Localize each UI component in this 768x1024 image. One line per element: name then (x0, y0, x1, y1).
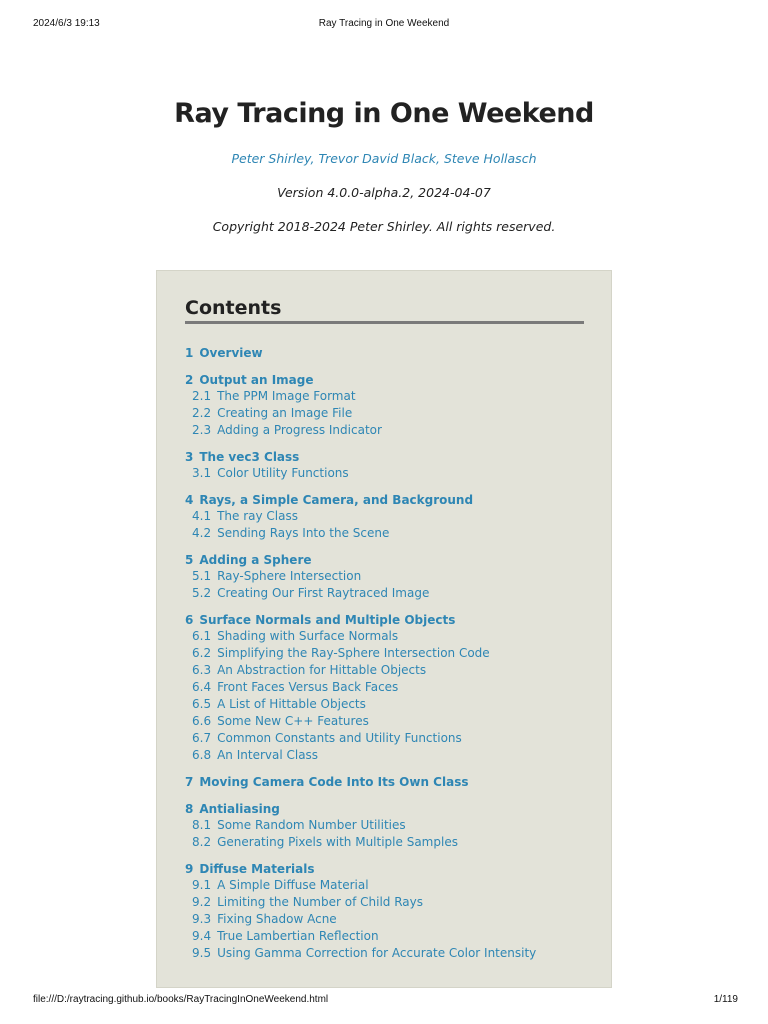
toc-section-link[interactable] (185, 568, 595, 585)
toc-chapter-number: 9 (185, 862, 194, 876)
toc-chapter-number: 2 (185, 373, 194, 387)
toc-section-link[interactable] (185, 730, 595, 747)
toc-section-title: Common Constants and Utility Functions (217, 731, 462, 745)
toc-section-number: 2.3 (192, 423, 212, 437)
toc-section-link[interactable] (185, 628, 595, 645)
toc-section-title: Creating an Image File (217, 406, 353, 420)
toc-section-number: 3.1 (192, 466, 212, 480)
toc-section-number: 4.2 (192, 526, 212, 540)
version-line: Version 4.0.0-alpha.2, 2024-04-07 (277, 185, 491, 200)
toc-section-title: Color Utility Functions (217, 466, 349, 480)
toc-section-title: A Simple Diffuse Material (217, 878, 369, 892)
toc-section-number: 6.4 (192, 680, 212, 694)
toc-section-title: Some New C++ Features (217, 714, 369, 728)
author-link-black[interactable]: Trevor David Black (318, 151, 436, 166)
document-title: Ray Tracing in One Weekend (174, 98, 594, 129)
toc-chapter-link[interactable] (185, 553, 595, 568)
toc-chapter-title: Adding a Sphere (199, 553, 312, 567)
toc-list (185, 346, 595, 973)
toc-section-number: 6.3 (192, 663, 212, 677)
toc-section-title: Ray-Sphere Intersection (217, 569, 362, 583)
toc-section-number: 2.2 (192, 406, 212, 420)
copyright-line: Copyright 2018-2024 Peter Shirley. All rights reserved. (212, 219, 556, 234)
author-separator: , (310, 151, 319, 166)
print-footer (0, 994, 768, 1008)
toc-chapter-number: 5 (185, 553, 194, 567)
toc-chapter-group (185, 802, 595, 851)
author-link-hollasch[interactable]: Steve Hollasch (443, 151, 537, 166)
print-page-number: 1/119 (713, 994, 738, 1005)
toc-section-link[interactable] (185, 662, 595, 679)
toc-section-link[interactable] (185, 405, 595, 422)
toc-section-link[interactable] (185, 877, 595, 894)
toc-chapter-group (185, 493, 595, 542)
toc-section-number: 6.2 (192, 646, 212, 660)
toc-chapter-title: Antialiasing (199, 802, 280, 816)
toc-chapter-title: Moving Camera Code Into Its Own Class (199, 775, 469, 789)
toc-section-title: Sending Rays Into the Scene (217, 526, 390, 540)
toc-section-link[interactable] (185, 585, 595, 602)
toc-section-title: Simplifying the Ray-Sphere Intersection Code (217, 646, 490, 660)
toc-section-link[interactable] (185, 817, 595, 834)
toc-section-link[interactable] (185, 388, 595, 405)
toc-section-link[interactable] (185, 679, 595, 696)
toc-section-link[interactable] (185, 834, 595, 851)
toc-chapter-number: 8 (185, 802, 194, 816)
toc-chapter-link[interactable] (185, 862, 595, 877)
toc-section-title: Fixing Shadow Acne (217, 912, 337, 926)
toc-section-title: True Lambertian Reflection (217, 929, 379, 943)
toc-section-link[interactable] (185, 645, 595, 662)
toc-divider (185, 321, 584, 324)
toc-section-number: 4.1 (192, 509, 212, 523)
toc-chapter-title: Rays, a Simple Camera, and Background (199, 493, 474, 507)
toc-chapter-link[interactable] (185, 802, 595, 817)
toc-chapter-title: Diffuse Materials (199, 862, 315, 876)
toc-section-number: 5.2 (192, 586, 212, 600)
toc-chapter-number: 1 (185, 346, 194, 360)
toc-section-title: Shading with Surface Normals (217, 629, 399, 643)
toc-chapter-number: 7 (185, 775, 194, 789)
toc-chapter-group (185, 613, 595, 764)
toc-chapter-title: Overview (199, 346, 263, 360)
print-file-url: file:///D:/raytracing.github.io/books/RayTracingInOneWeekend.html (33, 994, 329, 1005)
toc-section-number: 9.3 (192, 912, 212, 926)
print-page-title: Ray Tracing in One Weekend (318, 18, 450, 29)
toc-section-title: Limiting the Number of Child Rays (217, 895, 423, 909)
toc-chapter-link[interactable] (185, 613, 595, 628)
toc-section-number: 6.5 (192, 697, 212, 711)
toc-section-title: An Abstraction for Hittable Objects (217, 663, 427, 677)
toc-section-number: 9.2 (192, 895, 212, 909)
toc-chapter-link[interactable] (185, 450, 595, 465)
author-separator: , (435, 151, 444, 166)
print-datetime: 2024/6/3 19:13 (33, 18, 100, 29)
toc-section-number: 9.1 (192, 878, 212, 892)
author-list (0, 151, 768, 166)
toc-chapter-group (185, 862, 595, 962)
toc-chapter-title: Output an Image (199, 373, 314, 387)
toc-chapter-number: 3 (185, 450, 194, 464)
toc-chapter-group (185, 775, 595, 790)
toc-section-title: Front Faces Versus Back Faces (217, 680, 399, 694)
toc-section-number: 9.4 (192, 929, 212, 943)
toc-heading: Contents (185, 297, 282, 319)
toc-chapter-link[interactable] (185, 493, 595, 508)
toc-chapter-link[interactable] (185, 373, 595, 388)
print-header (0, 18, 768, 32)
toc-section-number: 6.8 (192, 748, 212, 762)
toc-section-link[interactable] (185, 945, 595, 962)
toc-section-title: Creating Our First Raytraced Image (217, 586, 430, 600)
toc-section-title: The PPM Image Format (217, 389, 356, 403)
toc-chapter-group (185, 553, 595, 602)
toc-section-link[interactable] (185, 894, 595, 911)
toc-chapter-title: Surface Normals and Multiple Objects (199, 613, 456, 627)
toc-section-number: 5.1 (192, 569, 212, 583)
toc-section-number: 2.1 (192, 389, 212, 403)
toc-section-link[interactable] (185, 713, 595, 730)
toc-section-number: 9.5 (192, 946, 212, 960)
toc-chapter-group (185, 373, 595, 439)
toc-chapter-link[interactable] (185, 775, 595, 790)
toc-chapter-number: 6 (185, 613, 194, 627)
toc-section-title: Generating Pixels with Multiple Samples (217, 835, 458, 849)
toc-section-link[interactable] (185, 747, 595, 764)
toc-section-number: 8.2 (192, 835, 212, 849)
toc-section-link[interactable] (185, 696, 595, 713)
toc-section-link[interactable] (185, 508, 595, 525)
toc-section-link[interactable] (185, 422, 595, 439)
toc-chapter-group (185, 346, 595, 361)
author-link-shirley[interactable]: Peter Shirley (231, 151, 311, 166)
toc-section-link[interactable] (185, 525, 595, 542)
toc-chapter-group (185, 450, 595, 482)
toc-chapter-number: 4 (185, 493, 194, 507)
toc-section-number: 6.7 (192, 731, 212, 745)
toc-section-title: Adding a Progress Indicator (217, 423, 382, 437)
toc-section-title: An Interval Class (217, 748, 319, 762)
toc-section-title: Some Random Number Utilities (217, 818, 406, 832)
toc-section-title: Using Gamma Correction for Accurate Color Intensity (217, 946, 537, 960)
toc-section-link[interactable] (185, 465, 595, 482)
toc-section-link[interactable] (185, 928, 595, 945)
toc-section-number: 6.1 (192, 629, 212, 643)
toc-section-number: 8.1 (192, 818, 212, 832)
toc-section-title: The ray Class (217, 509, 298, 523)
toc-chapter-link[interactable] (185, 346, 595, 361)
toc-section-title: A List of Hittable Objects (217, 697, 366, 711)
toc-section-number: 6.6 (192, 714, 212, 728)
toc-chapter-title: The vec3 Class (199, 450, 300, 464)
toc-section-link[interactable] (185, 911, 595, 928)
table-of-contents (156, 270, 612, 988)
